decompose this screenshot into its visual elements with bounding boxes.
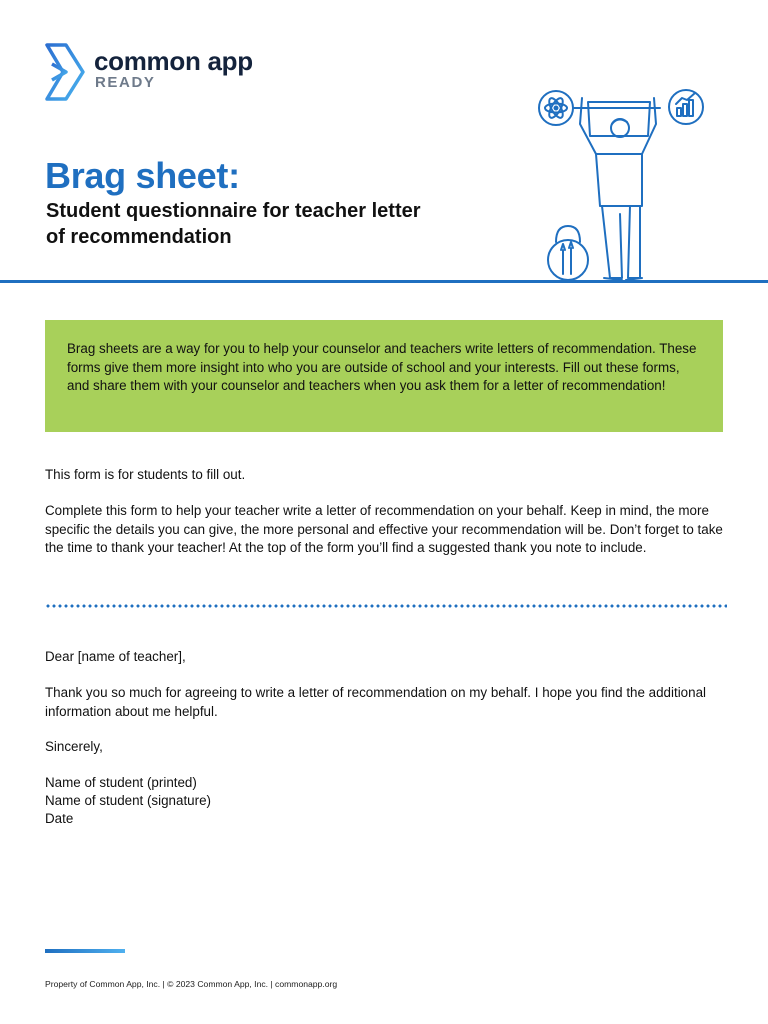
weightlifter-icon <box>530 84 710 284</box>
date-line: Date <box>45 811 74 826</box>
common-app-logo-icon <box>44 42 86 102</box>
atom-icon <box>539 91 573 125</box>
page-title: Brag sheet: <box>45 155 240 196</box>
letter-greeting: Dear [name of teacher], <box>45 649 186 664</box>
intro-text: Brag sheets are a way for you to help your counselor and teachers write letters of recommendation. These forms give them more insight into who you are outside of school and your interests. Fill out these forms, and share them with your counselor and teachers when you ask them for a letter of recommendation! <box>67 341 697 393</box>
form-audience-text: This form is for students to fill out. <box>45 467 246 482</box>
bar-chart-icon <box>669 90 703 124</box>
brand-sub: READY <box>95 74 156 91</box>
letter-message: Thank you so much for agreeing to write a letter of recommendation on my behalf. I hope you find the additional information about me helpful. <box>45 685 706 719</box>
student-signature-line: Name of student (signature) <box>45 793 211 808</box>
footer-copyright: Property of Common App, Inc. | © 2023 Common App, Inc. | commonapp.org <box>45 979 338 989</box>
pencil-icon <box>548 226 588 280</box>
page-subtitle: Student questionnaire for teacher letter of recommendation <box>46 200 421 248</box>
dotted-divider <box>45 604 727 608</box>
student-name-printed-line: Name of student (printed) <box>45 775 197 790</box>
common-app-ready-logo <box>44 42 284 104</box>
brand-name: common app <box>94 46 253 76</box>
header-divider <box>0 280 768 283</box>
intro-callout <box>45 320 723 432</box>
form-instructions-text: Complete this form to help your teacher write a letter of recommendation on your behalf. Keep in mind, the more specific the details you can give, the more personal and effective your recommendation will be. Don’t forget to take the time to thank your teacher! At the top of the form you’ll find a suggested thank you note to include. <box>45 503 723 555</box>
letter-closing: Sincerely, <box>45 739 103 754</box>
footer-accent-bar <box>45 949 125 953</box>
